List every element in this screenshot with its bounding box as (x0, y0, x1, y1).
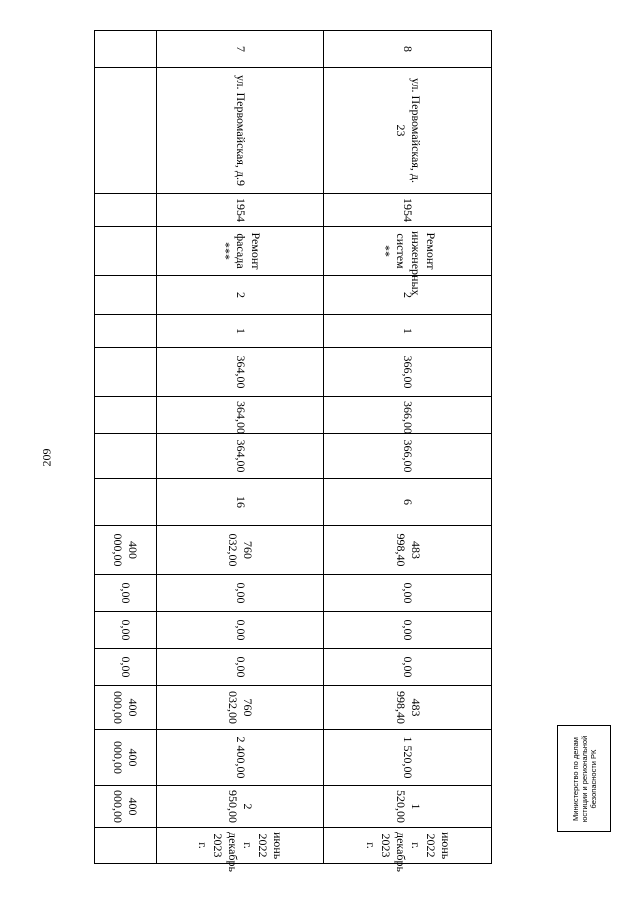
table-cell: Ремонт фасада *** (156, 227, 324, 276)
registration-stamp (557, 725, 611, 832)
table-cell: июнь 2022 г. декабрь 2023 г. (324, 828, 492, 864)
table-cell: 760 032,00 (156, 526, 324, 575)
table-cell (95, 397, 157, 434)
table-cell: 0,00 (324, 575, 492, 612)
table-cell: 400 000,00 (95, 786, 157, 828)
table-cell: 7 (156, 31, 324, 68)
table-cell: 0,00 (156, 649, 324, 686)
table-cell (95, 315, 157, 348)
table-cell: ул. Первомайская, д.9 (156, 68, 324, 194)
table-cell: 0,00 (95, 649, 157, 686)
table-cell: 1 520,00 (324, 730, 492, 786)
table-cell: 1954 (156, 194, 324, 227)
table-cell: Ремонт инженерных систем ** (324, 227, 492, 276)
table-cell: 2 (156, 276, 324, 315)
table-cell: 1 (156, 315, 324, 348)
table-cell (95, 479, 157, 526)
table-cell (95, 276, 157, 315)
table-cell: 400 000,00 (95, 730, 157, 786)
table-cell: 8 (324, 31, 492, 68)
table-cell: 2 950,00 (156, 786, 324, 828)
table-cell (95, 194, 157, 227)
data-table (94, 30, 492, 872)
stamp-text: Министерство по делам юстиции и региональной безопасности РК (570, 735, 598, 823)
table-cell: 366,00 (324, 397, 492, 434)
table-cell: 364,00 (156, 348, 324, 397)
table-cell: 0,00 (156, 612, 324, 649)
table-cell: 400 000,00 (95, 526, 157, 575)
table-cell: 366,00 (324, 434, 492, 479)
table-cell: 364,00 (156, 434, 324, 479)
table-cell: ул. Первомайская, д. 23 (324, 68, 492, 194)
table-cell (95, 227, 157, 276)
table-cell: 400 000,00 (95, 686, 157, 730)
table-cell: 760 032,00 (156, 686, 324, 730)
table-row (156, 31, 324, 864)
table-cell: 16 (156, 479, 324, 526)
page-number: 209 (39, 448, 54, 467)
table-cell (95, 828, 157, 864)
table-cell: 0,00 (95, 575, 157, 612)
table-cell: 483 998,40 (324, 526, 492, 575)
table-cell: июнь 2022 г. декабрь 2023 г. (156, 828, 324, 864)
table-row (324, 31, 492, 864)
table-cell (95, 68, 157, 194)
table-cell: 0,00 (95, 612, 157, 649)
table-cell (95, 348, 157, 397)
table-cell: 0,00 (156, 575, 324, 612)
table-cell (95, 31, 157, 68)
table-cell: 364,00 (156, 397, 324, 434)
table-cell: 2 400,00 (156, 730, 324, 786)
table-cell: 1 520,00 (324, 786, 492, 828)
table-row (95, 31, 157, 864)
table-cell: 0,00 (324, 612, 492, 649)
table-cell: 0,00 (324, 649, 492, 686)
table-cell (95, 434, 157, 479)
table-cell: 366,00 (324, 348, 492, 397)
table-cell: 1954 (324, 194, 492, 227)
table-cell: 1 (324, 315, 492, 348)
table-cell: 483 998,40 (324, 686, 492, 730)
table-cell: 2 (324, 276, 492, 315)
table-cell: 6 (324, 479, 492, 526)
